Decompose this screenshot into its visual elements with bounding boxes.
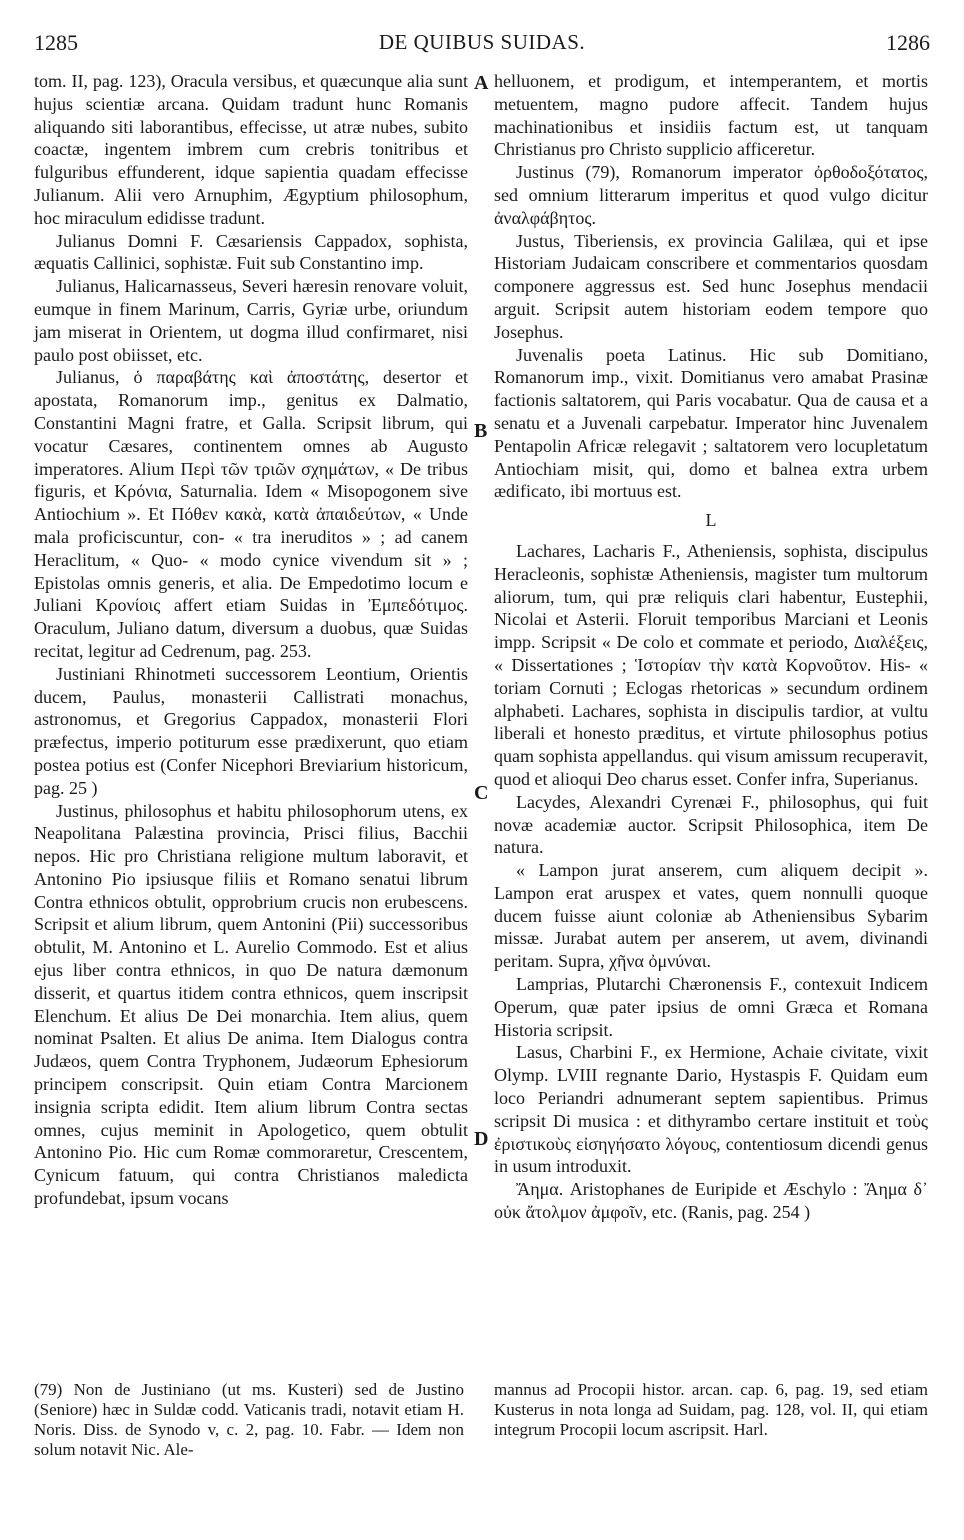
right-column: [494, 70, 928, 1224]
page-number-right: 1286: [886, 30, 930, 55]
paragraph: Lamprias, Plutarchi Chæronensis F., contexuit Indicem Operum, quæ pater ipsius de omni Græca et Romana Historia scripsit.: [494, 974, 928, 1040]
running-title: DE QUIBUS SUIDAS.: [378, 30, 586, 54]
paragraph: Justinus (79), Romanorum imperator ὀρθοδοξότατος, sed omnium litterarum imperitus et quod vulgo dicitur ἀναλφάβητος.: [494, 162, 928, 228]
section-marker-c: C: [474, 782, 489, 804]
paragraph: helluonem, et prodigum, et intemperantem, et mortis metuentem, magno pudore affecit. Tandem hujus machinationibus et insidiis factum est, ut tanquam Christianus pro Christo supplicio afficeretur.: [494, 71, 928, 160]
paragraph: Lacydes, Alexandri Cyrenæi F., philosophus, qui fuit novæ academiæ auctor. Scripsit Philosophica, item De natura.: [494, 791, 928, 858]
footnote-left: [34, 1380, 464, 1460]
footnote-right: [494, 1380, 928, 1440]
left-column: [34, 70, 468, 1210]
paragraph: tom. II, pag. 123), Oracula versibus, et quæcunque alia sunt hujus scientiæ arcana. Quidam tradunt hunc Romanis aliquando siti laborantibus, effecisse, ut atræ nubes, subito coactæ, ingentem imbrem cum crebris tonitribus et fulguribus effunderent, idque sapientia quadam effecisse Julianum. Alii vero Arnuphim, Ægyptium philosophum, hoc miraculum edidisse tradunt.: [34, 71, 468, 228]
section-marker-d: D: [474, 1128, 489, 1150]
footnote-text: (79) Non de Justiniano (ut ms. Kusteri) sed de Justino (Seniore) hæc in Suldæ codd. Vaticanis tradi, notavit etiam H. Noris. Diss. de Synodo v, c. 2, pag. 10. Fabr. — Idem non solum notavit Nic. Ale-: [34, 1380, 464, 1459]
page-header: [34, 30, 930, 62]
footnote-text: mannus ad Procopii histor. arcan. cap. 6, pag. 19, sed etiam Kusterus in nota longa ad Suidam, pag. 128, vol. II, qui etiam integrum Procopii locum ascripsit. Harl.: [494, 1380, 928, 1439]
paragraph: Julianus, Halicarnasseus, Severi hæresin renovare voluit, eumque in finem Marinum, Carris, Gyriæ urbe, oriundum jam miserat in Orientem, ut dogma illud confirmaret, nisi paulo post obiisset, etc.: [34, 276, 468, 365]
section-marker-a: A: [474, 72, 489, 94]
section-heading-l: L: [705, 510, 717, 531]
paragraph: Ἄημα. Aristophanes de Euripide et Æschylo : Ἄημα δ᾽ οὐκ ἄτολμον ἀμφοῖν, etc. (Ranis, pag. 254 ): [494, 1179, 928, 1223]
paragraph: Julianus Domni F. Cæsariensis Cappadox, sophista, æquatis Callinici, sophistæ. Fuit sub Constantino imp.: [34, 230, 468, 274]
paragraph: Justiniani Rhinotmeti successorem Leontium, Orientis ducem, Paulus, monasterii Callistrati monachus, astronomus, et Gregorius Cappadox, monasterii Flori præfectus, imperio potiturum esse prædixerunt, quo etiam postea potius est (Confer Nicephori Breviarium historicum, pag. 25 ): [34, 663, 468, 798]
paragraph: Julianus, ὁ παραβάτης καὶ ἀποστάτης, desertor et apostata, Romanorum imp., genitus ex Dalmatio, Constantini Magni fratre, et Galla. Scripsit librum, qui vocatur Cæsares, continentem omnes ab Augusto imperatores. Alium Περὶ τῶν τριῶν σχημάτων, « De tribus figuris, et Κρόνια, Saturnalia. Idem « Misopogonem sive Antiochium ». Et Πόθεν κακὰ, κατὰ ἀπαιδεύτων, « Unde mala proficiscuntur, con- « tra ineruditos » ; ad canem Heraclitum, « Quo- « modo cynice vivendum sit » ; Epistolas omnis generis, et alia. De Empedotimo locum e Juliani Κρονίοις affert etiam Suidas in Ἐμπεδότιμος. Oraculum, Juliano datum, diversum a duobus, quæ Suidas recitat, legitur ad Cedrenum, pag. 253.: [34, 367, 468, 661]
paragraph: Justus, Tiberiensis, ex provincia Galilæa, qui et ipse Historiam Judaicam conscribere et commentarios quosdam componere aggressus est. Sed hunc Josephus mendacii arguit. Scripsit autem historiam eodem tempore quo Josephus.: [494, 230, 928, 342]
paragraph: Lasus, Charbini F., ex Hermione, Achaie civitate, vixit Olymp. LVIII regnante Dario, Hystaspis F. Quidam eum loco Periandri adnumerant septem sapientibus. Primus scripsit Di musica : et dithyrambo certare instituit et τοὺς ἐριστικοὺς εἰσηγήσατο λόγους, contentiosum dicendi genus in usum introduxit.: [494, 1042, 928, 1177]
paragraph: « Lampon jurat anserem, cum aliquem decipit ». Lampon erat aruspex et vates, quem nonnulli quoque ducem fuisse aiunt coloniæ ab Atheniensibus Sybarim missæ. Jurabat autem per anserem, ut avem, divinandi peritam. Supra, χῆνα ὀμνύναι.: [494, 860, 928, 972]
paragraph: Justinus, philosophus et habitu philosophorum utens, ex Neapolitana Palæstina provincia, Prisci filius, Bacchii nepos. Hic pro Christiana religione multum laboravit, et Antonino Pio ipsiusque filiis et Romano senatui librum Contra ethnicos obtulit, opprobrium crucis non erubescens. Scripsit et alium librum, quem Antonini (Pii) successoribus obtulit, M. Antonino et L. Aurelio Commodo. Est et alius ejus liber contra ethnicos, in quo De natura dæmonum disserit, et quartus itidem contra ethnicos, quem inscripsit Elenchum. Et alius De Dei monarchia. Item alius, quem nominat Psalten. Et alius De anima. Item Dialogus contra Judæos, quem Contra Tryphonem, Judæorum Ephesiorum principem conscripsit. Quin etiam Contra Marcionem insignia scripta edidit. Item alium librum Contra sectas omnes, cujus meminit in Apologetico, quem obtulit Antonino Pio. Hic cum Romæ commoraretur, Crescentem, Cynicum fatuum, qui contra Christianos maledicta profundebat, ipsum vocans: [34, 800, 468, 1209]
paragraph: Lachares, Lacharis F., Atheniensis, sophista, discipulus Heracleonis, sophistæ Atheniensis, magister tum multorum aliorum, tum, qui præ reliquis clari habentur, Eustephii, Nicolai et Asterii. Floruit temporibus Marciani et Leonis impp. Scripsit « De colo et commate et periodo, Διαλέξεις, « Dissertationes ; Ἱστορίαν τὴν κατὰ Κορνοῦτον. His- « toriam Cornuti ; Eclogas rhetoricas » secundum ordinem alphabeti. Lachares, sophista in discipulis tardior, at vultu liberali et honesto præditus, et virtute philosophus potius quam sophista appellandus. qui visum amissum recuperavit, quod et alioqui Deo charus esset. Confer infra, Superianus.: [494, 540, 928, 789]
page-number-left: 1285: [34, 30, 78, 55]
section-marker-b: B: [474, 420, 488, 442]
paragraph: Juvenalis poeta Latinus. Hic sub Domitiano, Romanorum imp., vixit. Domitianus vero amabat Prasinæ factionis saltatorem, qui Paris vocabatur. Qua de causa et a senatu et a Juvenali carpebatur. Imperator hinc Juvenalem Pentapolin Africæ relegavit ; saltatorem vero locupletatum Antiochiam misit, qui, domo et balnea extra urbem ædificato, ibi mortuus est.: [494, 344, 928, 502]
